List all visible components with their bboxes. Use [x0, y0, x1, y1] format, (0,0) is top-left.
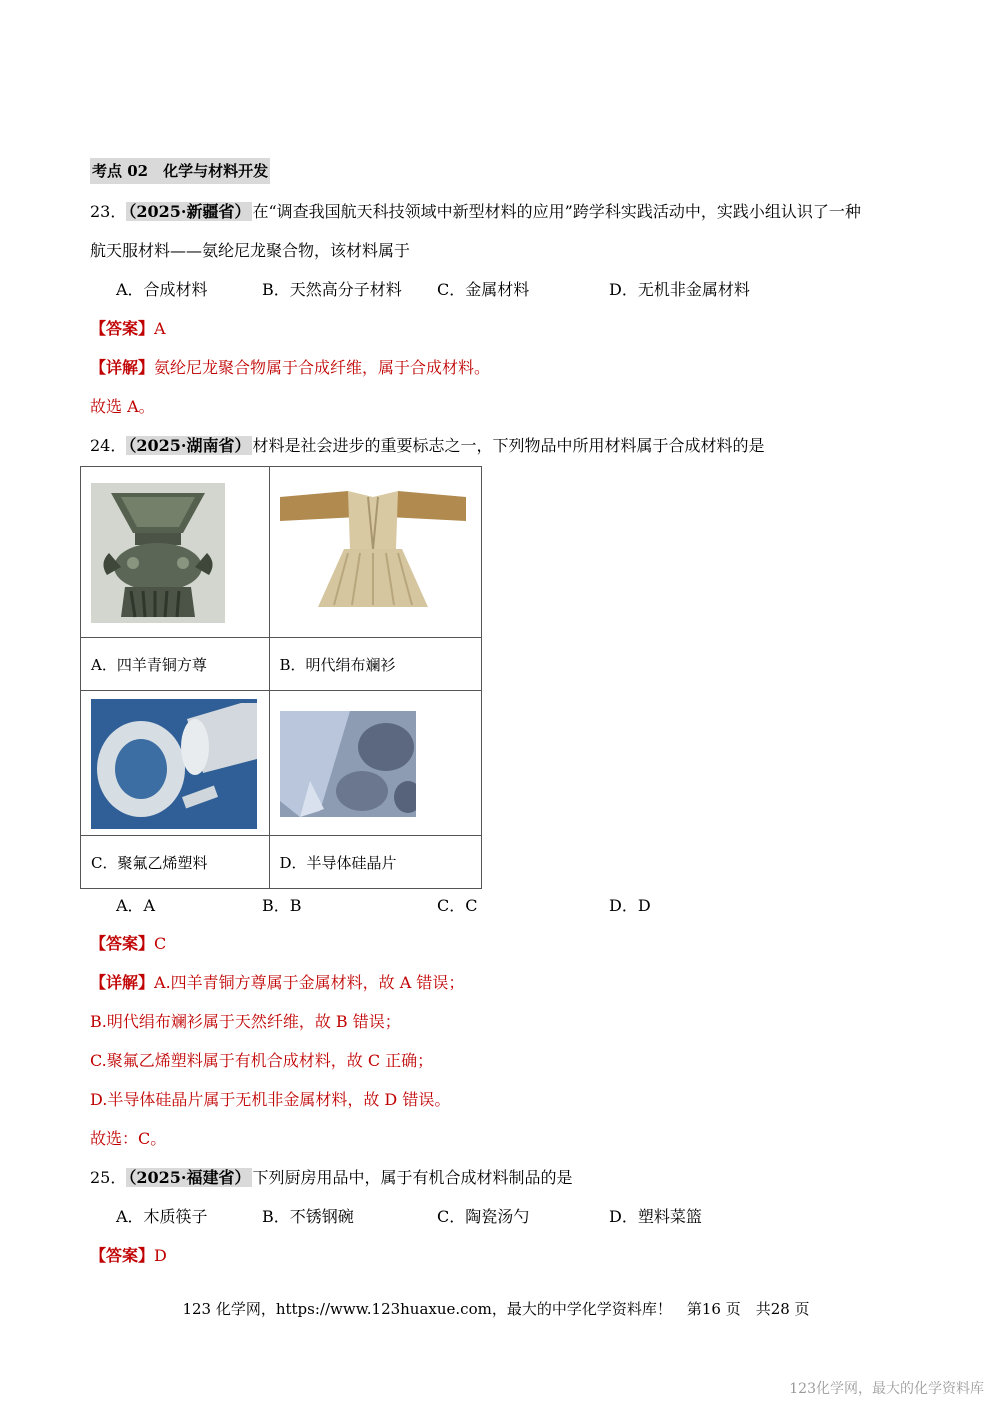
q24-cell-a-image — [81, 467, 270, 638]
q24-detail-text-a: A.四羊青铜方尊属于金属材料，故 A 错误； — [154, 973, 465, 992]
q24-answer-label: 【答案】 — [90, 934, 155, 953]
q25-option-a: A．木质筷子 — [116, 1207, 208, 1226]
q25-source-tag: （2025·福建省） — [128, 1168, 251, 1187]
silicon-wafer-image — [280, 711, 416, 817]
q23-number: 23． — [90, 202, 127, 221]
q23-detail-text: 氨纶尼龙聚合物属于合成纤维，属于合成材料。 — [154, 358, 491, 377]
q23-answer-label: 【答案】 — [90, 319, 155, 338]
q24-number: 24． — [90, 436, 127, 455]
q24-options-table — [80, 466, 482, 889]
q25-options — [0, 1205, 992, 1229]
q23-answer-value: A — [154, 319, 166, 338]
q24-stem-text: 材料是社会进步的重要标志之一，下列物品中所用材料属于合成材料的是 — [252, 436, 765, 455]
q24-conclusion: 故选：C。 — [90, 1129, 167, 1148]
q24-caption-a: A．四羊青铜方尊 — [81, 638, 270, 691]
q24-cell-b-image — [269, 467, 481, 638]
q25-number: 25． — [90, 1168, 127, 1187]
bronze-vessel-image — [91, 483, 225, 623]
q25-answer-value: D — [154, 1246, 167, 1265]
q25-option-b: B．不锈钢碗 — [262, 1207, 354, 1226]
q24-detail-line1 — [90, 971, 464, 995]
ancient-robe-image — [278, 487, 468, 613]
q23-option-a: A．合成材料 — [116, 280, 208, 299]
q24-option-c: C．C — [437, 896, 478, 915]
q24-answer — [90, 932, 166, 956]
q24-source-tag: （2025·湖南省） — [128, 436, 251, 455]
q25-answer — [90, 1244, 167, 1268]
q23-answer — [90, 317, 166, 341]
q23-option-d: D．无机非金属材料 — [609, 280, 750, 299]
q23-options — [0, 278, 992, 302]
q24-detail-text-b: B.明代绢布斓衫属于天然纤维，故 B 错误； — [90, 1012, 401, 1031]
q23-stem-line2: 航天服材料——氨纶尼龙聚合物，该材料属于 — [90, 241, 411, 260]
q24-option-d: D．D — [609, 896, 651, 915]
q23-stem-text: 在“调查我国航天科技领域中新型材料的应用”跨学科实践活动中，实践小组认识了一种 — [252, 202, 861, 221]
plastic-pipe-image — [91, 699, 257, 829]
q25-option-c: C．陶瓷汤勺 — [437, 1207, 530, 1226]
q25-stem-text: 下列厨房用品中，属于有机合成材料制品的是 — [252, 1168, 573, 1187]
q24-cell-d-image — [269, 691, 481, 836]
site-watermark: 123化学网，最大的化学资料库 — [789, 1381, 984, 1397]
q24-cell-c-image — [81, 691, 270, 836]
q23-detail — [90, 356, 490, 380]
q24-detail-text-d: D.半导体硅晶片属于无机非金属材料，故 D 错误。 — [90, 1090, 451, 1109]
q24-stem — [90, 434, 765, 458]
section-heading: 考点 02 化学与材料开发 — [90, 158, 270, 184]
q23-source-tag: （2025·新疆省） — [128, 202, 251, 221]
q23-option-c: C．金属材料 — [437, 280, 530, 299]
q24-answer-value: C — [154, 934, 167, 953]
q24-options — [0, 894, 992, 918]
q23-detail-label: 【详解】 — [90, 358, 155, 377]
q24-option-a: A．A — [116, 896, 156, 915]
q25-stem — [90, 1166, 573, 1190]
q24-detail-text-c: C.聚氟乙烯塑料属于有机合成材料，故 C 正确； — [90, 1051, 434, 1070]
q23-stem-line1 — [90, 200, 861, 224]
q24-caption-b: B．明代绢布斓衫 — [269, 638, 481, 691]
q24-option-b: B．B — [262, 896, 302, 915]
q24-detail-label: 【详解】 — [90, 973, 155, 992]
q25-option-d: D．塑料菜篮 — [609, 1207, 702, 1226]
q25-answer-label: 【答案】 — [90, 1246, 155, 1265]
q24-caption-c: C．聚氟乙烯塑料 — [81, 836, 270, 889]
q23-conclusion: 故选 A。 — [90, 397, 155, 416]
page-footer: 123 化学网，https://www.123huaxue.com，最大的中学化学资料库！ 第16 页 共28 页 — [182, 1300, 810, 1318]
q23-option-b: B．天然高分子材料 — [262, 280, 402, 299]
q24-caption-d: D．半导体硅晶片 — [269, 836, 481, 889]
